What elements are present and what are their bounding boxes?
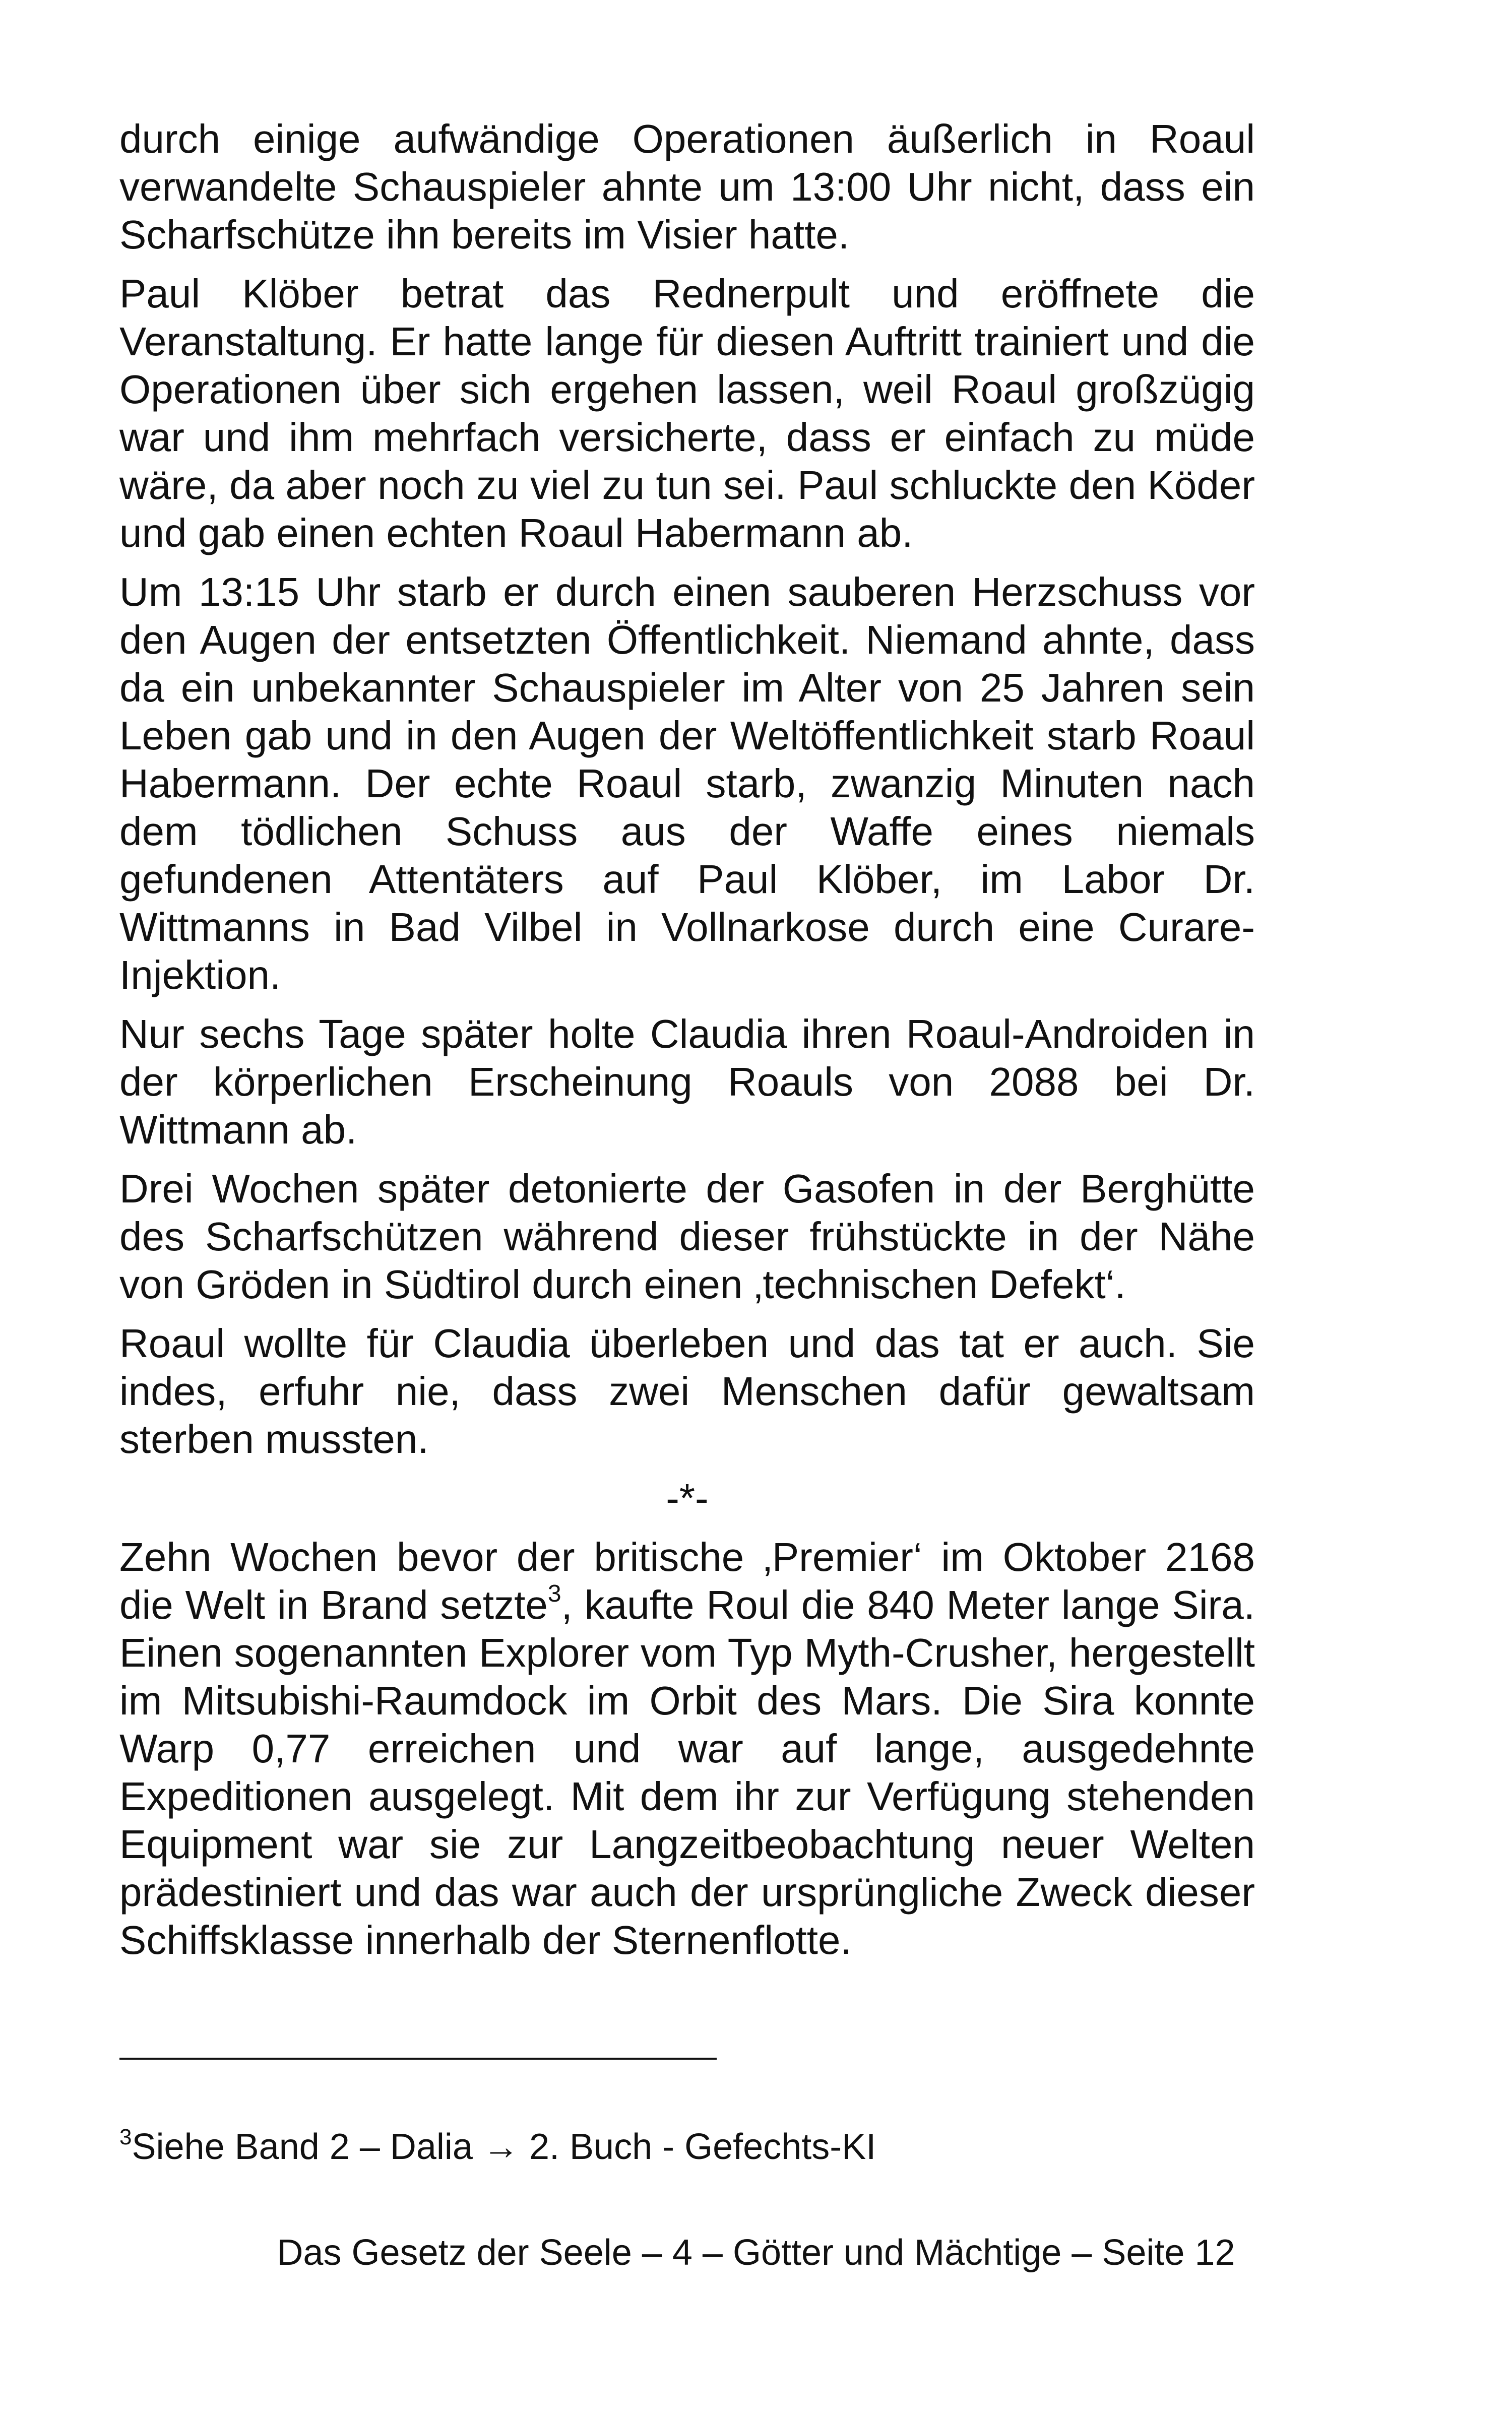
footnote-mark: 3 [119, 2125, 132, 2149]
footnote-reference[interactable]: 3 [547, 1580, 561, 1608]
body-text [119, 115, 1255, 1975]
paragraph-1: durch einige aufwändige Operationen äußerlich in Roaul verwandelte Schauspieler ahnte um 13:00 Uhr nicht, dass ein Scharfschütze ihn bereits im Visier hatte. [119, 116, 1255, 257]
page-footer: Das Gesetz der Seele – 4 – Götter und Mächtige – Seite 12 [277, 2233, 1235, 2273]
paragraph-7 [119, 1533, 1255, 1964]
footnote-divider [119, 2058, 717, 2060]
footnote [119, 2124, 876, 2170]
paragraph-4: Nur sechs Tage später holte Claudia ihren Roaul-Androiden in der körperlichen Erscheinung Roauls von 2088 bei Dr. Wittmann ab. [119, 1011, 1255, 1152]
paragraph-2: Paul Klöber betrat das Rednerpult und eröffnete die Veranstaltung. Er hatte lange für diesen Auftritt trainiert und die Operationen über sich ergehen lassen, weil Roaul großzügig war und ihm mehrfach versicherte, dass er einfach zu müde wäre, da aber noch zu viel zu tun sei. Paul schluckte den Köder und gab einen echten Roaul Habermann ab. [119, 271, 1255, 555]
section-separator: -*- [666, 1476, 709, 1520]
paragraph-6: Roaul wollte für Claudia überleben und das tat er auch. Sie indes, erfuhr nie, dass zwei Menschen dafür gewaltsam sterben mussten. [119, 1321, 1255, 1461]
paragraph-7-part-2: , kaufte Roul die 840 Meter lange Sira. Einen sogenannten Explorer vom Typ Myth-Crusher, hergestellt im Mitsubishi-Raumdock im Orbit des Mars. Die Sira konnte Warp 0,77 erreichen und war auf lange, ausgedehnte Expeditionen ausgelegt. Mit dem ihr zur Verfügung stehenden Equipment war sie zur Langzeitbeobachtung neuer Welten prädestiniert und das war auch der ursprüngliche Zweck dieser Schiffsklasse innerhalb der Sternenflotte. [119, 1582, 1255, 1962]
paragraph-5: Drei Wochen später detonierte der Gasofen in der Berghütte des Scharfschützen während dieser frühstückte in der Nähe von Gröden in Südtirol durch einen ‚technischen Defekt‘. [119, 1166, 1255, 1307]
footnote-text: Siehe Band 2 – Dalia → 2. Buch - Gefechts-KI [132, 2127, 876, 2167]
paragraph-7-part-1: Zehn Wochen bevor der britische ‚Premier‘ im Oktober 2168 die Welt in Brand setzte [119, 1535, 1255, 1627]
paragraph-3: Um 13:15 Uhr starb er durch einen sauberen Herzschuss vor den Augen der entsetzten Öffentlichkeit. Niemand ahnte, dass da ein unbekannter Schauspieler im Alter von 25 Jahren sein Leben gab und in den Augen der Weltöffentlichkeit starb Roaul Habermann. Der echte Roaul starb, zwanzig Minuten nach dem tödlichen Schuss aus der Waffe eines niemals gefundenen Attentäters auf Paul Klöber, im Labor Dr. Wittmanns in Bad Vilbel in Vollnarkose durch eine Curare-Injektion. [119, 569, 1255, 997]
